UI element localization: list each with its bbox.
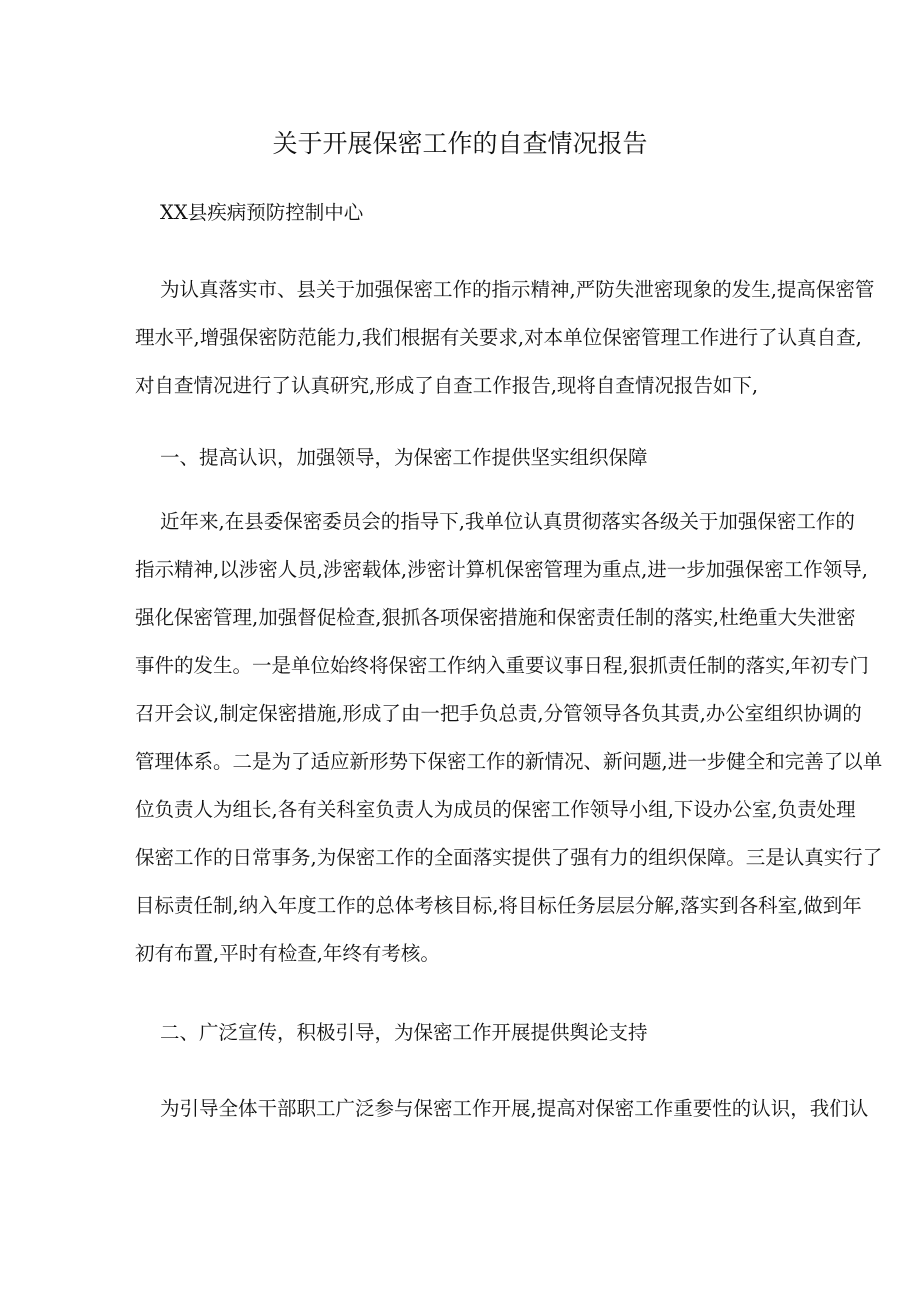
paragraph-2-line: 事件的发生。一是单位始终将保密工作纳入重要议事日程,狠抓责任制的落实,年初专门 [135,654,869,677]
paragraph-3-line: 为引导全体干部职工广泛参与保密工作开展,提高对保密工作重要性的认识，我们认 [160,1097,869,1120]
paragraph-2-line: 保密工作的日常事务,为保密工作的全面落实提供了强有力的组织保障。三是认真实行了 [135,846,883,869]
paragraph-1-line: 为认真落实市、县关于加强保密工作的指示精神,严防失泄密现象的发生,提高保密管 [160,278,875,301]
paragraph-2-line: 位负责人为组长,各有关科室负责人为成员的保密工作领导小组,下设办公室,负责处理 [135,798,856,821]
paragraph-2-line: 管理体系。二是为了适应新形势下保密工作的新情况、新问题,进一步健全和完善了以单 [135,750,883,773]
document-title: 关于开展保密工作的自查情况报告 [272,129,648,158]
paragraph-2-line: 指示精神,以涉密人员,涉密载体,涉密计算机保密管理为重点,进一步加强保密工作领导, [135,558,868,581]
paragraph-1-line: 对自查情况进行了认真研究,形成了自查工作报告,现将自查情况报告如下, [135,374,759,397]
paragraph-2-line: 召开会议,制定保密措施,形成了由一把手负总责,分管领导各负其责,办公室组织协调的 [135,702,862,725]
section-heading-2: 二、广泛宣传，积极引导，为保密工作开展提供舆论支持 [160,1021,648,1044]
organization-name: XX县疾病预防控制中心 [160,201,364,224]
paragraph-2-line: 近年来,在县委保密委员会的指导下,我单位认真贯彻落实各级关于加强保密工作的 [160,510,855,533]
paragraph-2-line: 强化保密管理,加强督促检查,狠抓各项保密措施和保密责任制的落实,杜绝重大失泄密 [135,606,856,629]
paragraph-2-line: 目标责任制,纳入年度工作的总体考核目标,将目标任务层层分解,落实到各科室,做到年 [135,894,862,917]
section-heading-1: 一、提高认识，加强领导，为保密工作提供坚实组织保障 [160,446,648,469]
paragraph-2-line: 初有布置,平时有检查,年终有考核。 [135,942,440,965]
paragraph-1-line: 理水平,增强保密防范能力,我们根据有关要求,对本单位保密管理工作进行了认真自查, [135,326,862,349]
